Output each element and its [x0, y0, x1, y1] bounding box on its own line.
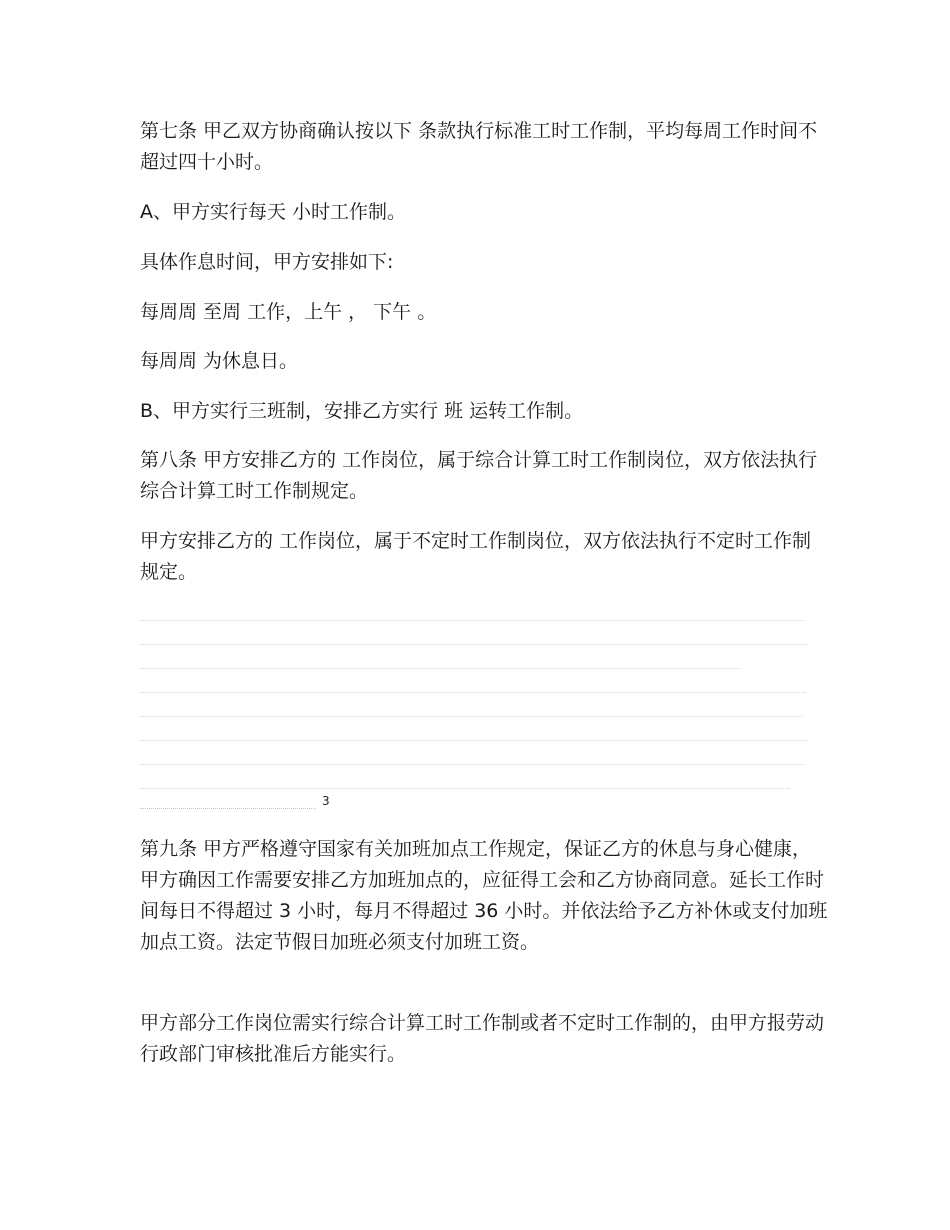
faded-line — [140, 764, 804, 765]
weekly-schedule-paragraph: 每周周 至周 工作，上午 ， 下午 。 — [140, 301, 437, 323]
rest-day-paragraph: 每周周 为休息日。 — [140, 350, 299, 372]
footnote-line — [140, 808, 316, 809]
page-number: 3 — [322, 794, 330, 808]
faded-line — [140, 668, 740, 669]
faded-line — [140, 620, 804, 621]
irregular-hours-paragraph: 甲方安排乙方的 工作岗位，属于不定时工作制岗位，双方依法执行不定时工作制规定。 — [140, 530, 812, 583]
article-9-paragraph: 第九条 甲方严格遵守国家有关加班加点工作规定，保证乙方的休息与身心健康，甲方确因工作需要安排乙方加班加点的，应征得工会和乙方协商同意。延长工作时间每日不得超过 3 小时，每月不得超过 36 小时。并依法给予乙方补休或支付加班加点工资。法定节假日加班必须支付加班工资。 — [140, 838, 828, 953]
faded-line — [140, 788, 790, 789]
schedule-intro-paragraph: 具体作息时间，甲方安排如下: — [140, 251, 394, 273]
article-7-paragraph: 第七条 甲乙双方协商确认按以下 条款执行标准工时工作制，平均每周工作时间不超过四十小时。 — [140, 120, 818, 173]
faded-line — [140, 692, 806, 693]
faded-line — [140, 644, 808, 645]
clause-b-paragraph: B、甲方实行三班制，安排乙方实行 班 运转工作制。 — [140, 400, 584, 422]
approval-paragraph: 甲方部分工作岗位需实行综合计算工时工作制或者不定时工作制的，由甲方报劳动行政部门审核批准后方能实行。 — [140, 1012, 825, 1065]
faded-line — [140, 716, 802, 717]
article-8-paragraph: 第八条 甲方安排乙方的 工作岗位，属于综合计算工时工作制岗位，双方依法执行综合计算工时工作制规定。 — [140, 449, 818, 502]
faded-text-block — [140, 612, 808, 812]
faded-line — [140, 740, 808, 741]
clause-a-paragraph: A、甲方实行每天 小时工作制。 — [140, 201, 407, 223]
